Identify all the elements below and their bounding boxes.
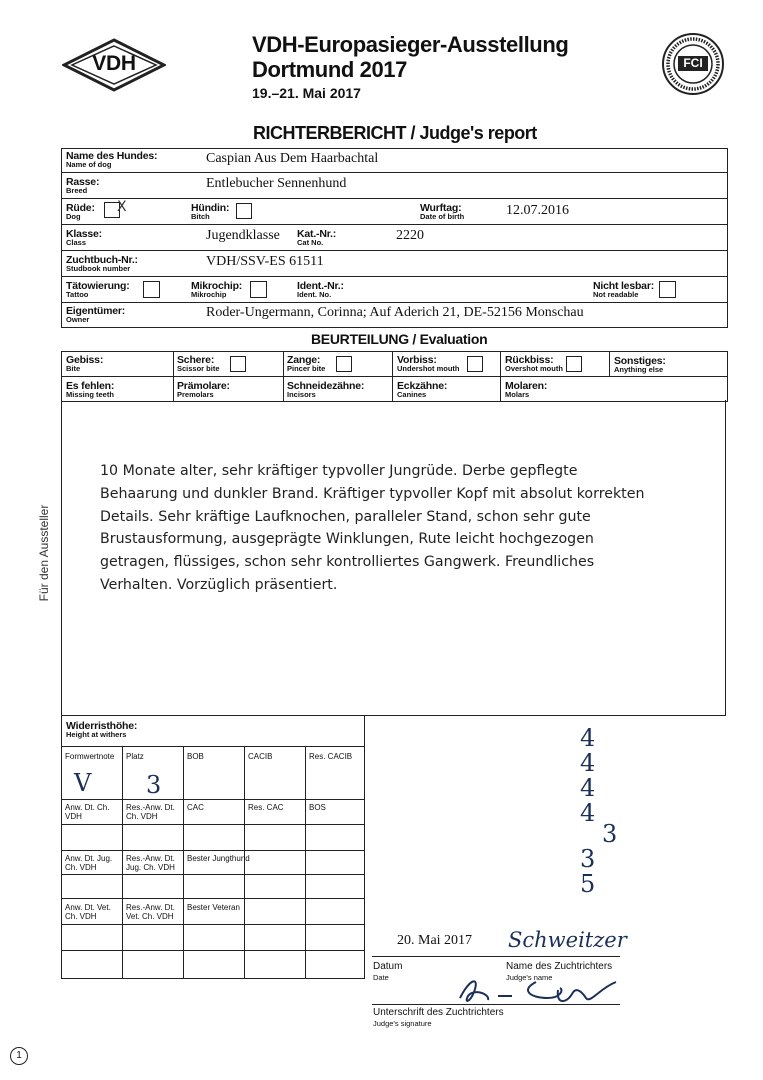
handwritten-number: 3	[602, 820, 618, 848]
judge-signature	[440, 968, 640, 1012]
show-title-line1: VDH-Europasieger-Ausstellung	[252, 32, 569, 57]
other-label: Sonstiges: Anything else	[614, 355, 666, 374]
height-label: Widerristhöhe: Height at withers	[66, 720, 138, 739]
male-checkbox-mark: X	[117, 199, 127, 215]
report-line: Verhalten. Vorzüglich präsentiert.	[100, 576, 338, 593]
female-label: Hündin: Bitch	[191, 202, 230, 221]
name-label: Name des Hundes: Name of dog	[66, 150, 158, 169]
handwritten-number: 3	[580, 845, 596, 873]
show-title-line2: Dortmund 2017	[252, 57, 407, 82]
catno-label: Kat.-Nr.: Cat No.	[297, 228, 337, 247]
studbook-label: Zuchtbuch-Nr.: Studbook number	[66, 254, 138, 273]
canines-label: Eckzähne: Canines	[397, 380, 448, 399]
grade-header-cell: Res. CACIB	[309, 752, 353, 761]
judge-name-value: Schweitzer	[508, 928, 627, 952]
owner-value: Roder-Ungermann, Corinna; Auf Aderich 21, DE-52156 Monschau	[206, 305, 584, 320]
studbook-value: VDH/SSV-ES 61511	[206, 254, 324, 269]
ident-label: Ident.-Nr.: Ident. No.	[297, 280, 344, 299]
grade-cell: CAC	[187, 803, 204, 812]
grade-cell: Res.-Anw. Dt. Ch. VDH	[126, 803, 175, 821]
place-value: 3	[146, 771, 162, 799]
class-label: Klasse: Class	[66, 228, 102, 247]
class-value: Jugendklasse	[206, 228, 280, 243]
owner-label: Eigentümer: Owner	[66, 305, 126, 324]
missing-label: Es fehlen: Missing teeth	[66, 380, 115, 399]
report-line: Behaarung und dunkler Brand. Kräftiger typvoller Kopf mit absolut korrekten	[100, 485, 645, 502]
microchip-checkbox[interactable]	[250, 281, 267, 298]
date-label: Datum Date	[373, 961, 403, 982]
tattoo-checkbox[interactable]	[143, 281, 160, 298]
catno-value: 2220	[396, 228, 424, 243]
grade-header-cell: Formwertnote	[65, 752, 115, 761]
grade-cell: Anw. Dt. Vet. Ch. VDH	[65, 903, 111, 921]
overshot-label: Rückbiss: Overshot mouth	[505, 354, 563, 373]
handwritten-number: 4	[580, 749, 596, 777]
male-label: Rüde: Dog	[66, 202, 95, 221]
grade-cell: Res. CAC	[248, 803, 284, 812]
report-title: RICHTERBERICHT / Judge's report	[253, 123, 537, 143]
handwritten-number: 5	[580, 870, 596, 898]
report-text	[100, 460, 700, 597]
judge-name-label: Name des Zuchtrichters Judge's name	[506, 961, 613, 982]
dog-info-table	[61, 148, 728, 328]
grade-cell: Bester Veteran	[187, 903, 240, 912]
judge-signature-label: Unterschrift des Zuchtrichters Judge's signature	[373, 1007, 504, 1028]
undershot-label: Vorbiss: Undershot mouth	[397, 354, 460, 373]
handwritten-number: 4	[580, 799, 596, 827]
pincer-checkbox[interactable]	[336, 356, 352, 372]
handwritten-number: 4	[580, 724, 596, 752]
report-line: Details. Sehr kräftige Laufknochen, paralleler Stand, schon sehr gute	[100, 508, 591, 525]
page-number	[10, 1047, 28, 1065]
grade-cell: Res.-Anw. Dt. Vet. Ch. VDH	[126, 903, 175, 921]
grade-cell: BOS	[309, 803, 326, 812]
pincer-label: Zange: Pincer bite	[287, 354, 326, 373]
incisors-label: Schneidezähne: Incisors	[287, 380, 365, 399]
microchip-label: Mikrochip: Mikrochip	[191, 280, 243, 299]
female-checkbox[interactable]	[236, 203, 252, 219]
scissor-checkbox[interactable]	[230, 356, 246, 372]
vdh-logo-text: VDH	[92, 52, 136, 75]
breed-value: Entlebucher Sennenhund	[206, 176, 347, 191]
tattoo-label: Tätowierung: Tattoo	[66, 280, 130, 299]
side-text: Für den Aussteller	[37, 504, 51, 602]
grade-header-cell: BOB	[187, 752, 204, 761]
report-line: getragen, flüssiges, schon sehr kontrolliertes Gangwerk. Freundliches	[100, 554, 595, 571]
handwritten-numbers	[580, 726, 640, 897]
report-line: 10 Monate alter, sehr kräftiger typvoller Jungrüde. Derbe gepflegte	[100, 463, 578, 479]
scissor-label: Schere: Scissor bite	[177, 354, 220, 373]
not-readable-checkbox[interactable]	[659, 281, 676, 298]
undershot-checkbox[interactable]	[467, 356, 483, 372]
vdh-logo	[62, 38, 166, 92]
grade-cell: Anw. Dt. Ch. VDH	[65, 803, 110, 821]
report-line: Brustausformung, ausgeprägte Winklungen, Rute leicht hochgezogen	[100, 531, 594, 548]
dob-value: 12.07.2016	[506, 203, 569, 218]
name-value: Caspian Aus Dem Haarbachtal	[206, 151, 379, 166]
evaluation-title: BEURTEILUNG / Evaluation	[311, 331, 488, 347]
grade-header-cell: Platz	[126, 752, 144, 761]
overshot-checkbox[interactable]	[566, 356, 582, 372]
fci-logo-text: FCI	[683, 56, 703, 70]
dob-label: Wurftag: Date of birth	[420, 202, 465, 221]
show-dates: 19.–21. Mai 2017	[252, 85, 361, 101]
grade-cell: Bester Jungthund	[187, 854, 250, 863]
molars-label: Molaren: Molars	[505, 380, 548, 399]
bite-label: Gebiss: Bite	[66, 354, 104, 373]
handwritten-number: 4	[580, 774, 596, 802]
grade-cell: Res.-Anw. Dt. Jug. Ch. VDH	[126, 854, 175, 872]
breed-label: Rasse: Breed	[66, 176, 100, 195]
grade-header-cell: CACIB	[248, 752, 273, 761]
not-readable-label: Nicht lesbar: Not readable	[593, 280, 654, 299]
grade-cell: Anw. Dt. Jug. Ch. VDH	[65, 854, 113, 872]
fci-logo	[661, 32, 725, 96]
premolars-label: Prämolare: Premolars	[177, 380, 230, 399]
date-value: 20. Mai 2017	[397, 933, 473, 948]
grade-value: V	[74, 769, 92, 797]
page-number-text: 1	[16, 1050, 22, 1061]
